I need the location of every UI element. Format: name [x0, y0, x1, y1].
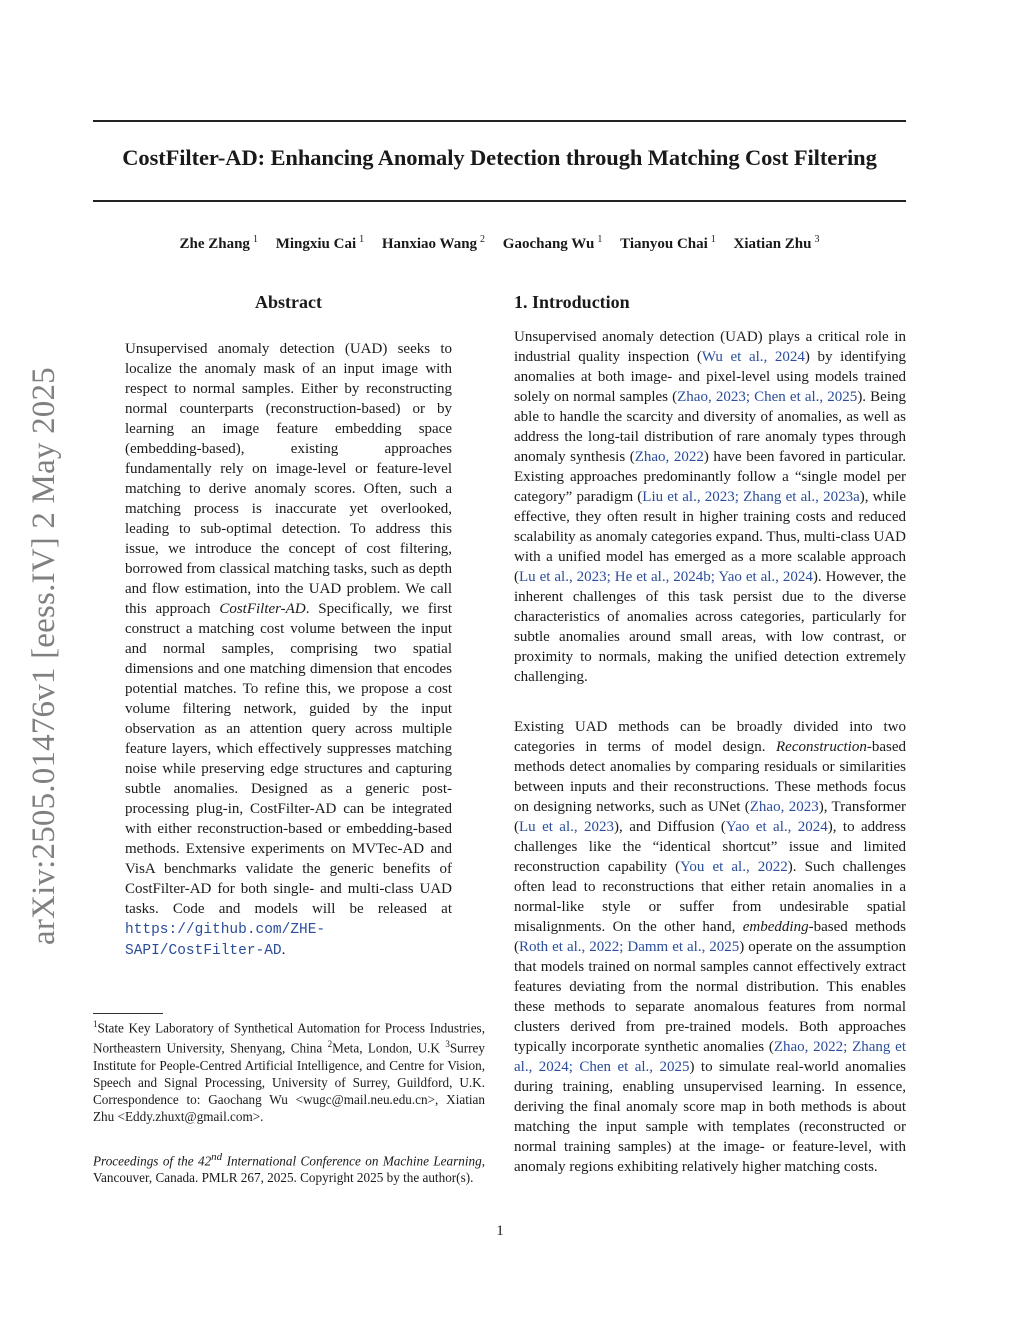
author: Xiatian Zhu $^3$ [733, 234, 820, 252]
code-url-link[interactable]: https://github.com/ZHE-SAPI/CostFilter-AD [125, 922, 326, 959]
citation-link[interactable]: Liu et al., 2023; Zhang et al., 2023a [642, 489, 860, 505]
arxiv-side-stamp[interactable]: arXiv:2505.01476v1 [eess.IV] 2 May 2025 [26, 367, 62, 945]
author-list [93, 236, 906, 253]
page-number: 1 [496, 1223, 504, 1239]
abstract-body: Unsupervised anomaly detection (UAD) seeks to localize the anomaly mask of an input image with respect to normal samples. Either by reconstructing normal counterparts (reconstruction-based) or by learning an image feature embedding space (embedding-based), existing approaches fundamentally rely on image-level or feature-level matching to derive anomaly scores. Often, such a matching process is inaccurate yet overlooked, leading to sub-optimal detection. To address this issue, we introduce the concept of cost filtering, borrowed from classical matching tasks, such as depth and flow estimation, into the UAD problem. We call this approach CostFilter-AD. Specifically, we first construct a matching cost volume between the input and normal samples, comprising two spatial dimensions and one matching dimension that encodes potential matches. To refine this, we propose a cost volume filtering network, guided by the input observation as an attention query across multiple feature layers, which effectively suppresses matching noise while preserving edge structures and capturing subtle anomalies. Designed as a generic post-processing plug-in, CostFilter-AD can be integrated with either reconstruction-based or embedding-based methods. Extensive experiments on MVTec-AD and VisA benchmarks validate the generic benefits of CostFilter-AD for both single- and multi-class UAD tasks. Code and models will be released at https://github.com/ZHE-SAPI/CostFilter-AD. [125, 341, 452, 959]
citation-link[interactable]: Lu et al., 2023 [519, 819, 615, 835]
citation-link[interactable]: Zhao, 2022 [634, 449, 704, 465]
citation-link[interactable]: Roth et al., 2022; Damm et al., 2025 [519, 939, 740, 955]
footnote-divider [93, 1013, 163, 1014]
intro-paragraph-2: Existing UAD methods can be broadly divided into two categories in terms of model design. Reconstruction-based methods detect anomalies by comparing residuals or similarities between inputs and their reconstructions. These methods focus on designing networks, such as UNet (Zhao, 2023), Transformer (Lu et al., 2023), and Diffusion (Yao et al., 2024), to address challenges like the “identical shortcut” issue and limited reconstruction capability (You et al., 2022). Such challenges often lead to reconstructions that either retain anomalies in a normal-like style or suffer from undesirable spatial misalignments. On the other hand, embedding-based methods (Roth et al., 2022; Damm et al., 2025) operate on the assumption that models trained on normal samples cannot effectively extract features deviating from the normal distribution. This enables these methods to separate anomalous features from normal clusters derived from pre-trained models. Both approaches typically incorporate synthetic anomalies (Zhao, 2022; Zhang et al., 2024; Chen et al., 2025) to simulate real-world anomalies during training, enabling unsupervised learning. In essence, deriving the final anomaly score map in both methods is about matching the input sample with templates (reconstructed or normal training samples) at the image- or feature-level, with anomaly regions exhibiting relatively higher matching costs. [514, 719, 906, 1175]
author: Gaochang Wu $^1$ [502, 234, 603, 252]
citation-link[interactable]: You et al., 2022 [680, 859, 788, 875]
proceedings-note: Proceedings of the 42nd International Conference on Machine Learning, Vancouver, Canada. PMLR 267, 2025. Copyright 2025 by the author(s). [93, 1151, 485, 1186]
citation-link[interactable]: Lu et al., 2023; He et al., 2024b; Yao et al., 2024 [519, 569, 813, 585]
author: Hanxiao Wang $^2$ [381, 234, 486, 252]
author: Mingxiu Cai $^1$ [275, 234, 365, 252]
emphasis-text: Reconstruction [776, 739, 867, 755]
introduction-heading: 1. Introduction [514, 292, 630, 312]
abstract-heading: Abstract [255, 292, 322, 312]
citation-link[interactable]: Zhao, 2023 [749, 799, 819, 815]
citation-link[interactable]: Zhao, 2023; Chen et al., 2025 [677, 389, 858, 405]
citation-link[interactable]: Yao et al., 2024 [725, 819, 828, 835]
author: Tianyou Chai $^1$ [620, 234, 716, 252]
paper-title: CostFilter-AD: Enhancing Anomaly Detection through Matching Cost Filtering [122, 145, 877, 170]
citation-link[interactable]: Zhao, 2022; Zhang et al., 2024; Chen et al., 2025 [514, 1039, 906, 1075]
author: Zhe Zhang $^1$ [179, 234, 258, 252]
emphasis-text: embedding [742, 919, 809, 935]
title-rule-bottom [93, 200, 906, 202]
intro-paragraph-1: Unsupervised anomaly detection (UAD) plays a critical role in industrial quality inspection (Wu et al., 2024) by identifying anomalies at both image- and pixel-level using models trained solely on normal samples (Zhao, 2023; Chen et al., 2025). Being able to handle the scarcity and diversity of anomalies, as well as address the long-tail distribution of rare anomaly types through anomaly synthesis (Zhao, 2022) have been favored in particular. Existing approaches predominantly follow a “single model per category” paradigm (Liu et al., 2023; Zhang et al., 2023a), while effective, they often result in higher training costs and reduced scalability as anomaly categories expand. Thus, multi-class UAD with a unified model has emerged as a more scalable approach (Lu et al., 2023; He et al., 2024b; Yao et al., 2024). However, the inherent challenges of this task persist due to the diverse characteristics of anomalies across categories, particularly for subtle anomalies around small areas, with low contrast, or proximity to normals, making the unified detection extremely challenging. [514, 329, 907, 685]
affiliations-footnote: $^1$State Key Laboratory of Synthetical Automation for Process Industries, Northeastern University, Shenyang, China $^2$Meta, London, U.K $^3$Surrey Institute for People-Centred Artificial Intelligence, and Centre for Vision, Speech and Signal Processing, University of Surrey, Guildford, U.K. Correspondence to: Gaochang Wu <wugc@mail.neu.edu.cn>, Xiatian Zhu <Eddy.zhuxt@gmail.com>. [93, 1019, 485, 1124]
citation-link[interactable]: Wu et al., 2024 [701, 349, 805, 365]
title-rule-top [93, 120, 906, 122]
